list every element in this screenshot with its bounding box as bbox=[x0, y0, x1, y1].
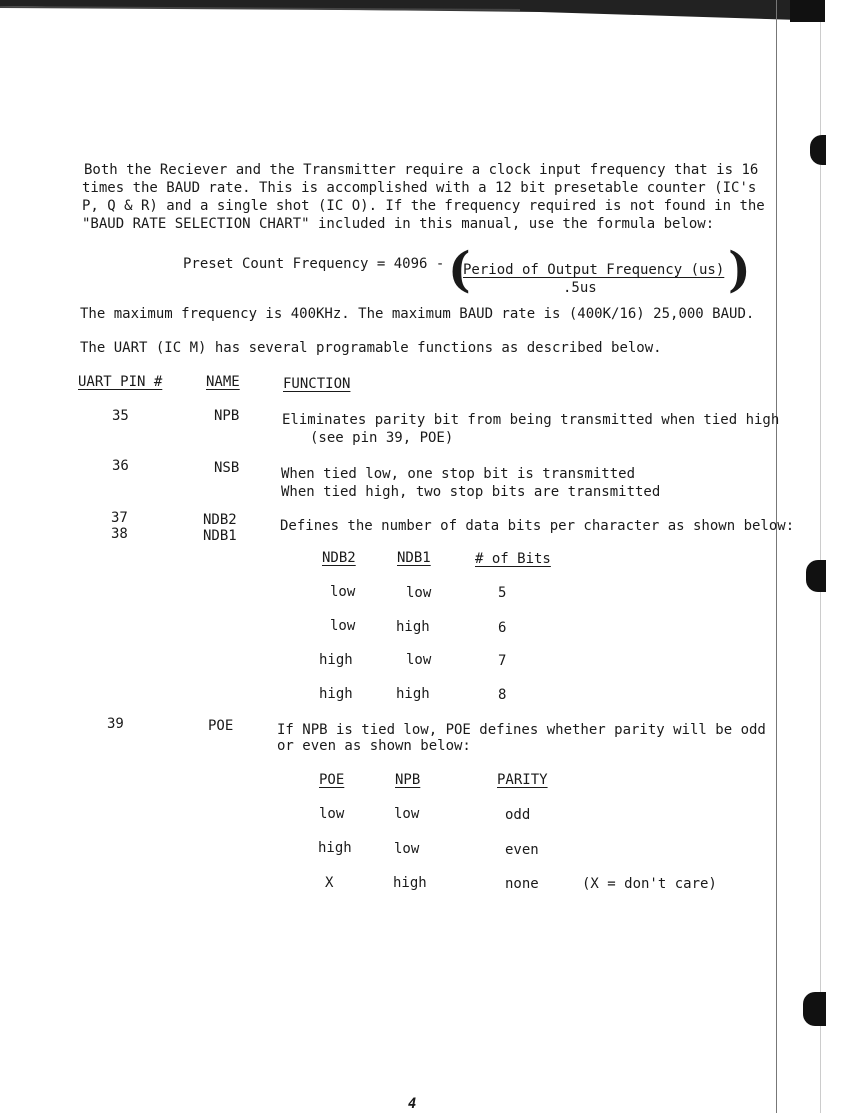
formula-open-paren: ( bbox=[448, 242, 471, 298]
pin-36-desc-1: When tied low, one stop bit is transmitted bbox=[281, 466, 636, 482]
databits-row-1-ndb1: low bbox=[406, 585, 432, 601]
databits-header-ndb1: NDB1 bbox=[397, 550, 431, 566]
pin-36-number: 36 bbox=[112, 458, 129, 474]
binder-edge-line-faint bbox=[820, 0, 821, 1113]
uart-intro-line: The UART (IC M) has several programable functions as described below. bbox=[80, 340, 662, 356]
binder-hole-top bbox=[810, 135, 826, 165]
databits-row-4-ndb1: high bbox=[396, 686, 430, 702]
databits-header-ndb2: NDB2 bbox=[322, 550, 356, 566]
pin-39-desc-1: If NPB is tied low, POE defines whether parity will be odd bbox=[277, 722, 766, 738]
databits-row-2-ndb2: low bbox=[330, 618, 356, 634]
max-frequency-line: The maximum frequency is 400KHz. The maximum BAUD rate is (400K/16) 25,000 BAUD. bbox=[80, 306, 755, 322]
parity-row-3-poe: X bbox=[325, 875, 334, 891]
databits-row-3-ndb1: low bbox=[406, 652, 432, 668]
header-name: NAME bbox=[206, 374, 240, 390]
pin-37-desc: Defines the number of data bits per character as shown below: bbox=[280, 518, 795, 534]
databits-row-3-bits: 7 bbox=[498, 653, 507, 669]
formula-left: Preset Count Frequency = 4096 - bbox=[183, 256, 445, 272]
parity-row-1-npb: low bbox=[394, 806, 420, 822]
pin-36-name: NSB bbox=[214, 460, 240, 476]
formula-numerator: Period of Output Frequency (us) bbox=[463, 262, 725, 278]
pin-37-number: 37 bbox=[111, 510, 128, 526]
pin-36-desc-2: When tied high, two stop bits are transmitted bbox=[281, 484, 661, 500]
pin-39-desc-2: or even as shown below: bbox=[277, 738, 471, 754]
databits-row-4-bits: 8 bbox=[498, 687, 507, 703]
databits-row-4-ndb2: high bbox=[319, 686, 353, 702]
binder-tab bbox=[790, 0, 825, 22]
databits-header-bits: # of Bits bbox=[475, 551, 551, 567]
pin-38-name: NDB1 bbox=[203, 528, 237, 544]
scan-top-edge bbox=[0, 0, 800, 22]
intro-line-3: P, Q & R) and a single shot (IC O). If the frequency required is not found in the bbox=[82, 198, 765, 214]
intro-line-4: "BAUD RATE SELECTION CHART" included in this manual, use the formula below: bbox=[82, 216, 715, 232]
binder-hole-bottom bbox=[803, 992, 826, 1026]
parity-row-2-npb: low bbox=[394, 841, 420, 857]
binder-edge-line bbox=[776, 0, 777, 1113]
parity-header-poe: POE bbox=[319, 772, 345, 788]
databits-row-1-bits: 5 bbox=[498, 585, 507, 601]
parity-header-parity: PARITY bbox=[497, 772, 548, 788]
pin-35-name: NPB bbox=[214, 408, 240, 424]
parity-row-2-poe: high bbox=[318, 840, 352, 856]
intro-line-2: times the BAUD rate. This is accomplished with a 12 bit presetable counter (IC's bbox=[82, 180, 757, 196]
pin-39-name: POE bbox=[208, 718, 234, 734]
parity-row-2-parity: even bbox=[505, 842, 539, 858]
pin-37-name: NDB2 bbox=[203, 512, 237, 528]
page-number: 4 bbox=[408, 1096, 417, 1112]
header-uart-pin: UART PIN # bbox=[78, 374, 163, 390]
databits-row-2-ndb1: high bbox=[396, 619, 430, 635]
pin-35-desc-1: Eliminates parity bit from being transmitted when tied high bbox=[282, 412, 780, 428]
pin-39-number: 39 bbox=[107, 716, 124, 732]
formula-denominator: .5us bbox=[563, 280, 597, 296]
pin-35-number: 35 bbox=[112, 408, 129, 424]
databits-row-3-ndb2: high bbox=[319, 652, 353, 668]
binder-hole-middle bbox=[806, 560, 826, 592]
parity-row-3-npb: high bbox=[393, 875, 427, 891]
pin-35-desc-2: (see pin 39, POE) bbox=[310, 430, 454, 446]
parity-header-npb: NPB bbox=[395, 772, 421, 788]
pin-38-number: 38 bbox=[111, 526, 128, 542]
formula-close-paren: ) bbox=[728, 242, 751, 298]
parity-row-1-poe: low bbox=[319, 806, 345, 822]
intro-line-1: Both the Reciever and the Transmitter require a clock input frequency that is 16 bbox=[84, 162, 759, 178]
databits-row-2-bits: 6 bbox=[498, 620, 507, 636]
databits-row-1-ndb2: low bbox=[330, 584, 356, 600]
parity-row-3-parity: none bbox=[505, 876, 539, 892]
parity-note: (X = don't care) bbox=[582, 876, 717, 892]
header-function: FUNCTION bbox=[283, 376, 351, 392]
parity-row-1-parity: odd bbox=[505, 807, 531, 823]
